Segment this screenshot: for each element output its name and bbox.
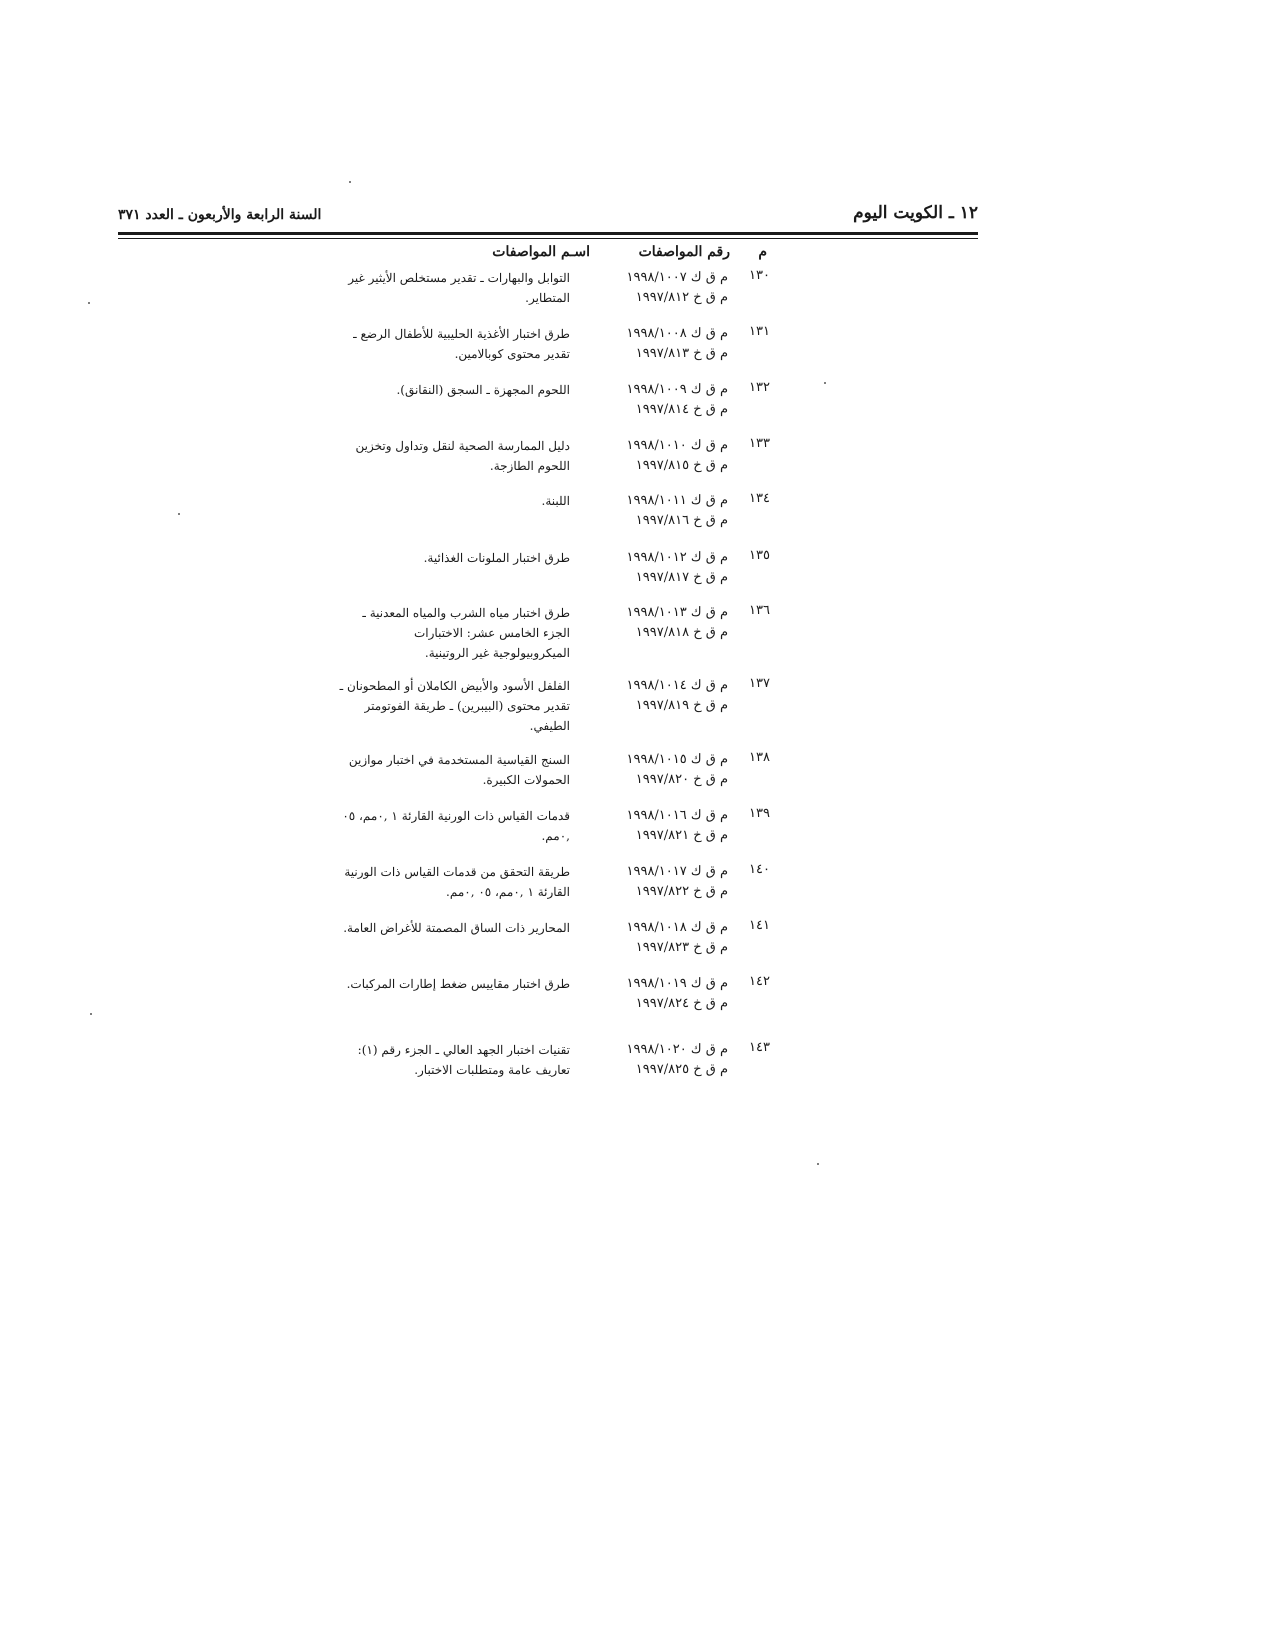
row-code-kuwait: م ق ك ١٩٩٨/١٠١٨ xyxy=(626,920,728,935)
page-label: ١٢ ـ الكويت اليوم xyxy=(853,203,978,223)
row-code-kuwait: م ق ك ١٩٩٨/١٠١٣ xyxy=(626,605,728,620)
row-title: طرق اختبار الملونات الغذائية. xyxy=(423,551,570,565)
row-title: طرق اختبار مقاييس ضغط إطارات المركبات. xyxy=(346,977,570,991)
row-number: ١٣٦ xyxy=(749,603,770,618)
row-code-kuwait: م ق ك ١٩٩٨/١٠١٤ xyxy=(626,678,728,693)
row-codes xyxy=(593,491,728,531)
row-title: طرق اختبار الأغذية الحليبية للأطفال الرضع ـ تقدير محتوى كوبالامين. xyxy=(353,327,570,361)
row-code-kuwait: م ق ك ١٩٩٨/١٠١٢ xyxy=(626,550,728,565)
scan-speck-dot xyxy=(90,1013,92,1015)
row-codes xyxy=(593,918,728,958)
row-code-gulf: م ق خ ١٩٩٧/٨١٩ xyxy=(635,698,728,713)
row-code-kuwait: م ق ك ١٩٩٨/١٠٢٠ xyxy=(626,1042,728,1057)
row-code-kuwait: م ق ك ١٩٩٨/١٠١٦ xyxy=(626,808,728,823)
row-codes xyxy=(593,750,728,790)
row-title: اللحوم المجهزة ـ السجق (النقانق). xyxy=(396,383,570,397)
row-code-kuwait: م ق ك ١٩٩٨/١٠١٥ xyxy=(626,752,728,767)
row-title: اللبنة. xyxy=(541,494,570,508)
row-codes xyxy=(593,676,728,716)
row-codes xyxy=(593,1040,728,1080)
row-code-kuwait: م ق ك ١٩٩٨/١٠١٠ xyxy=(626,438,728,453)
row-code-kuwait: م ق ك ١٩٩٨/١٠١٧ xyxy=(626,864,728,879)
row-number: ١٣٤ xyxy=(749,491,770,506)
row-code-kuwait: م ق ك ١٩٩٨/١٠٠٧ xyxy=(626,270,728,285)
header-rule-thick xyxy=(118,232,978,235)
row-number: ١٣٠ xyxy=(749,268,770,283)
row-number: ١٤٣ xyxy=(749,1040,770,1055)
row-title: المحارير ذات الساق المصمتة للأغراض العامة. xyxy=(343,921,570,935)
row-code-gulf: م ق خ ١٩٩٧/٨١٦ xyxy=(635,513,728,528)
row-title: التوابل والبهارات ـ تقدير مستخلص الأيثير غير المتطاير. xyxy=(348,271,570,305)
row-number: ١٤١ xyxy=(749,918,770,933)
row-codes xyxy=(593,436,728,476)
row-codes xyxy=(593,862,728,902)
scan-speck-dot xyxy=(88,302,90,304)
scan-speck-dot xyxy=(349,181,351,183)
scan-speck-dot xyxy=(178,513,180,515)
row-number: ١٣٩ xyxy=(749,806,770,821)
column-header-number: م xyxy=(758,244,767,260)
row-codes xyxy=(593,806,728,846)
scan-speck-dot xyxy=(824,382,826,384)
row-number: ١٤٢ xyxy=(749,974,770,989)
row-title: طرق اختبار مياه الشرب والمياه المعدنية ـ الجزء الخامس عشر: الاختبارات الميكروبيولوجية غير الروتينية. xyxy=(362,606,570,660)
row-number: ١٣٥ xyxy=(749,548,770,563)
row-number: ١٣١ xyxy=(749,324,770,339)
row-codes xyxy=(593,380,728,420)
row-codes xyxy=(593,548,728,588)
row-code-gulf: م ق خ ١٩٩٧/٨١٧ xyxy=(635,570,728,585)
column-header-spec-name: اسـم المواصفات xyxy=(492,244,590,260)
row-number: ١٣٢ xyxy=(749,380,770,395)
issue-label: السنة الرابعة والأربعون ـ العدد ٣٧١ xyxy=(118,207,322,223)
row-title: الفلفل الأسود والأبيض الكاملان أو المطحونان ـ تقدير محتوى (البيبرين) ـ طريقة الفوتومتر الطيفي. xyxy=(339,679,570,733)
row-number: ١٣٧ xyxy=(749,676,770,691)
row-code-gulf: م ق خ ١٩٩٧/٨٢٣ xyxy=(635,940,728,955)
row-code-gulf: م ق خ ١٩٩٧/٨٢١ xyxy=(635,828,728,843)
row-code-kuwait: م ق ك ١٩٩٨/١٠٠٨ xyxy=(626,326,728,341)
row-title: قدمات القياس ذات الورنية القارئة ١ ,٠مم، ٠٥ ,٠مم. xyxy=(342,809,570,843)
row-codes xyxy=(593,324,728,364)
row-title: طريقة التحقق من قدمات القياس ذات الورنية القارئة ١ ,٠مم، ٠٥ ,٠مم. xyxy=(344,865,570,899)
row-title: دليل الممارسة الصحية لنقل وتداول وتخزين اللحوم الطازجة. xyxy=(355,439,570,473)
row-title: تقنيات اختبار الجهد العالي ـ الجزء رقم (١): تعاريف عامة ومتطلبات الاختبار. xyxy=(357,1043,570,1077)
row-code-gulf: م ق خ ١٩٩٧/٨٢٠ xyxy=(635,772,728,787)
column-header-spec-number: رقم المواصفات xyxy=(638,244,730,260)
row-code-gulf: م ق خ ١٩٩٧/٨١٤ xyxy=(635,402,728,417)
header-rule-thin xyxy=(118,238,978,239)
row-code-gulf: م ق خ ١٩٩٧/٨٢٤ xyxy=(635,996,728,1011)
row-number: ١٤٠ xyxy=(749,862,770,877)
row-number: ١٣٨ xyxy=(749,750,770,765)
row-code-gulf: م ق خ ١٩٩٧/٨١٨ xyxy=(635,625,728,640)
row-codes xyxy=(593,974,728,1014)
row-title: السنج القياسية المستخدمة في اختبار موازين الحمولات الكبيرة. xyxy=(348,753,570,787)
row-code-gulf: م ق خ ١٩٩٧/٨١٥ xyxy=(635,458,728,473)
scan-speck-dot xyxy=(817,1163,819,1165)
row-code-kuwait: م ق ك ١٩٩٨/١٠٠٩ xyxy=(626,382,728,397)
row-code-gulf: م ق خ ١٩٩٧/٨٢٢ xyxy=(635,884,728,899)
row-code-gulf: م ق خ ١٩٩٧/٨١٢ xyxy=(635,290,728,305)
row-code-kuwait: م ق ك ١٩٩٨/١٠١١ xyxy=(626,493,728,508)
row-code-gulf: م ق خ ١٩٩٧/٨١٣ xyxy=(635,346,728,361)
page-header xyxy=(118,203,978,233)
row-code-kuwait: م ق ك ١٩٩٨/١٠١٩ xyxy=(626,976,728,991)
row-codes xyxy=(593,268,728,308)
row-code-gulf: م ق خ ١٩٩٧/٨٢٥ xyxy=(635,1062,728,1077)
row-number: ١٣٣ xyxy=(749,436,770,451)
row-codes xyxy=(593,603,728,643)
